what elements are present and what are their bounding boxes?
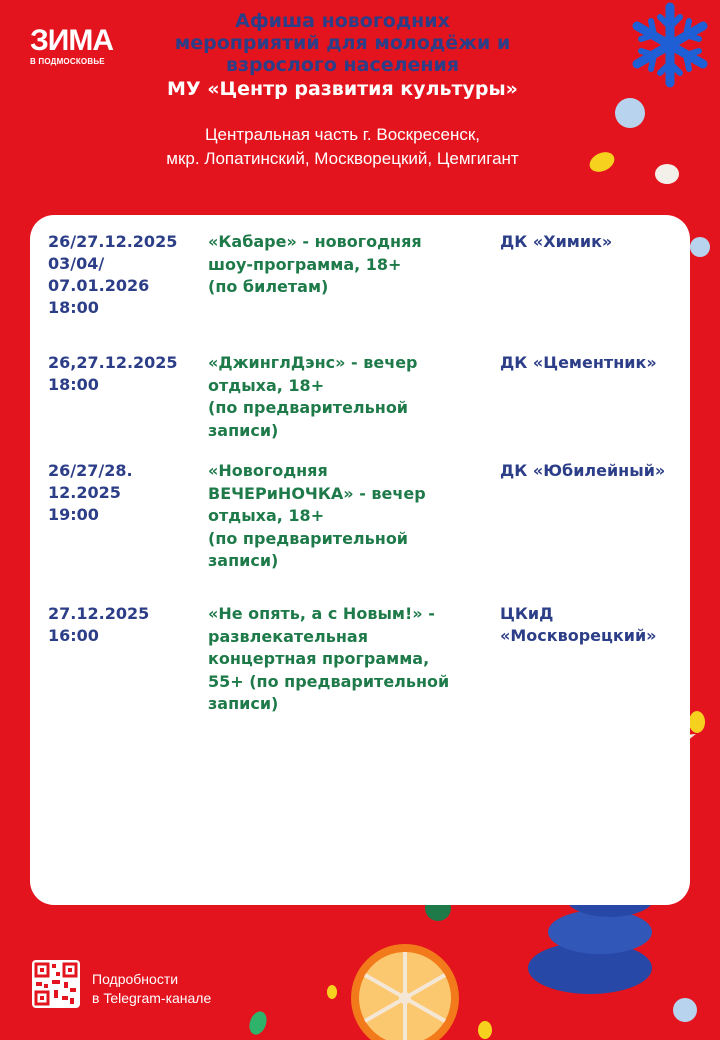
- zima-logo: [30, 26, 113, 66]
- poster-title: [110, 10, 575, 76]
- event-date: 26,27.12.2025 18:00: [48, 353, 178, 394]
- orange-slice-icon: [351, 944, 459, 1040]
- confetti-dot: [690, 237, 710, 257]
- location-line: Центральная часть г. Воскресенск,: [204, 125, 481, 144]
- event-venue: ДК «Юбилейный»: [500, 461, 666, 480]
- header: [110, 10, 575, 171]
- title-line: мероприятий для молодёжи и: [174, 32, 511, 54]
- organization-name: МУ «Центр развития культуры»: [167, 78, 518, 100]
- confetti-dot: [689, 711, 705, 733]
- event-title: «ДжинглДэнс» - вечер отдыха, 18+ (по предварительной записи): [208, 353, 418, 440]
- confetti-dot: [246, 1009, 269, 1037]
- confetti-dot: [615, 98, 645, 128]
- logo-sub-text: В ПОДМОСКОВЬЕ: [30, 57, 105, 66]
- confetti-dot: [673, 998, 697, 1022]
- confetti-dot: [655, 164, 679, 184]
- event-date: 26/27.12.2025 03/04/ 07.01.2026 18:00: [48, 232, 178, 317]
- event-title: «Не опять, а с Новым!» - развлекательная концертная программа, 55+ (по предварительной записи): [208, 604, 450, 713]
- footer-line: в Telegram-канале: [92, 990, 212, 1006]
- location-text: [110, 123, 575, 171]
- title-line: взрослого населения: [225, 54, 460, 76]
- confetti-dot: [478, 1021, 492, 1039]
- title-line: Афиша новогодних: [235, 10, 450, 32]
- footer-line: Подробности: [92, 971, 179, 987]
- event-date: 27.12.2025 16:00: [48, 604, 150, 645]
- logo-main-text: ЗИМА: [30, 24, 114, 57]
- event-title: «Новогодняя ВЕЧЕРиНОЧКА» - вечер отдыха, 18+ (по предварительной записи): [208, 461, 426, 570]
- events-card: [30, 215, 690, 905]
- qr-code-icon[interactable]: [32, 960, 80, 1008]
- confetti-dot: [586, 148, 617, 175]
- event-venue: ЦКиД «Москворецкий»: [500, 604, 657, 645]
- event-venue: ДК «Цементник»: [500, 353, 657, 372]
- event-venue: ДК «Химик»: [500, 232, 613, 251]
- location-line: мкр. Лопатинский, Москворецкий, Цемгигант: [166, 149, 519, 168]
- event-title: «Кабаре» - новогодняя шоу-программа, 18+ (по билетам): [208, 232, 422, 296]
- telegram-link[interactable]: [92, 970, 211, 1008]
- confetti-dot: [327, 985, 337, 999]
- snowflake-icon: [637, 7, 703, 83]
- event-date: 26/27/28. 12.2025 19:00: [48, 461, 133, 524]
